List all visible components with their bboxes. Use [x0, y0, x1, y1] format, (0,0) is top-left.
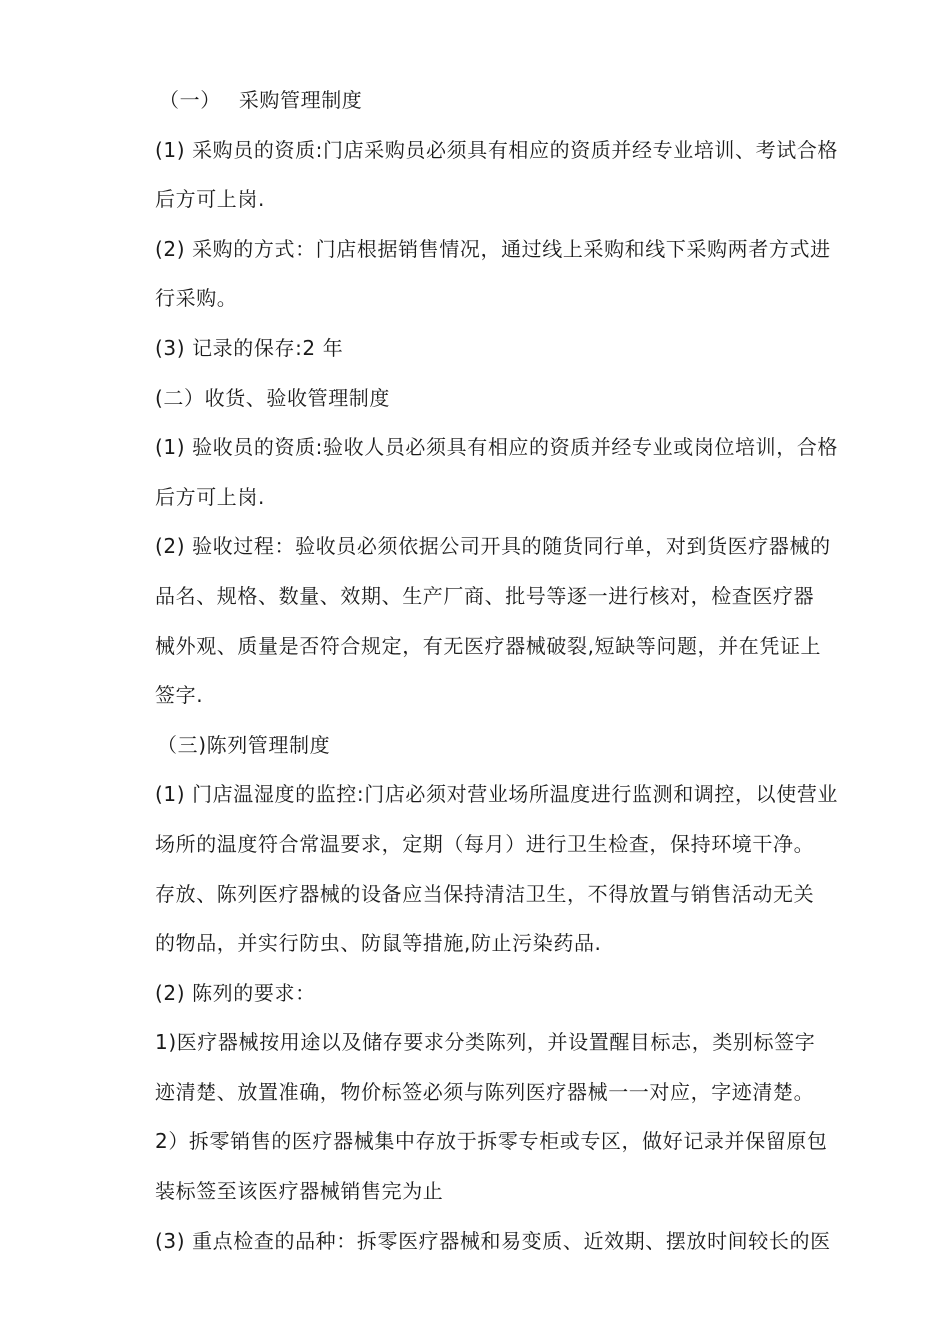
- section-number: （一）: [159, 88, 221, 112]
- section-heading-display: （三)陈列管理制度: [157, 732, 331, 757]
- paragraph-line: 2）拆零销售的医疗器械集中存放于拆零专柜或专区，做好记录并保留原包: [155, 1129, 828, 1154]
- paragraph-line: (2) 验收过程：验收员必须依据公司开具的随货同行单，对到货医疗器械的: [155, 534, 831, 559]
- document-body: [155, 76, 890, 1266]
- paragraph-line: (1) 门店温湿度的监控:门店必须对营业场所温度进行监测和调控，以使营业: [155, 782, 839, 807]
- paragraph-line: (1) 验收员的资质:验收人员必须具有相应的资质并经专业或岗位培训，合格: [155, 435, 839, 460]
- paragraph-line: (2) 陈列的要求：: [155, 980, 316, 1005]
- paragraph-line: 行采购。: [155, 286, 238, 311]
- section-heading-purchasing: [155, 76, 890, 126]
- paragraph-line: 存放、陈列医疗器械的设备应当保持清洁卫生，不得放置与销售活动无关: [155, 881, 815, 906]
- paragraph-line: 场所的温度符合常温要求，定期（每月）进行卫生检查，保持环境干净。: [155, 831, 815, 856]
- paragraph-line: 后方可上岗.: [155, 484, 265, 509]
- paragraph-line: 装标签至该医疗器械销售完为止: [155, 1179, 444, 1204]
- paragraph-line: (2) 采购的方式：门店根据销售情况，通过线上采购和线下采购两者方式进: [155, 236, 831, 261]
- paragraph-line: 的物品，并实行防虫、防鼠等措施,防止污染药品.: [155, 931, 602, 956]
- section-heading-receiving: (二）收货、验收管理制度: [155, 385, 391, 410]
- paragraph-line: 械外观、质量是否符合规定，有无医疗器械破裂,短缺等问题，并在凭证上: [155, 633, 822, 658]
- paragraph-line: 1)医疗器械按用途以及储存要求分类陈列，并设置醒目标志，类别标签字: [155, 1030, 816, 1055]
- paragraph-line: 品名、规格、数量、效期、生产厂商、批号等逐一进行核对，检查医疗器: [155, 583, 815, 608]
- paragraph-line: 迹清楚、放置准确，物价标签必须与陈列医疗器械一一对应，字迹清楚。: [155, 1079, 815, 1104]
- section-title: 采购管理制度: [238, 88, 363, 112]
- paragraph-line: (3) 记录的保存:2 年: [155, 335, 344, 360]
- paragraph-line: 后方可上岗.: [155, 187, 265, 212]
- paragraph-line: (3) 重点检查的品种：拆零医疗器械和易变质、近效期、摆放时间较长的医: [155, 1228, 831, 1253]
- paragraph-line: (1) 采购员的资质:门店采购员必须具有相应的资质并经专业培训、考试合格: [155, 137, 839, 162]
- paragraph-line: 签字.: [155, 683, 204, 708]
